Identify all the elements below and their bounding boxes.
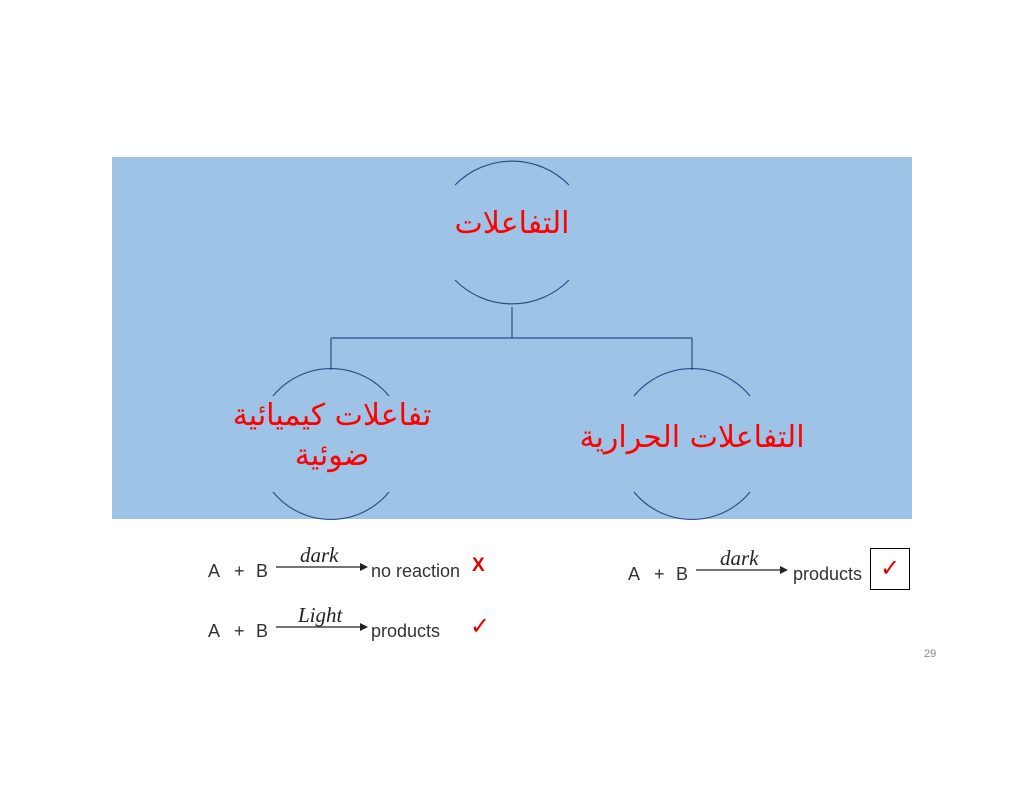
- root-node-label: التفاعلات: [454, 206, 570, 241]
- check-mark: ✓: [470, 612, 491, 640]
- reactant-b: B: [676, 564, 689, 584]
- equation-light-products: [206, 605, 496, 649]
- condition-label: Light: [298, 603, 343, 627]
- reactant-b: B: [256, 621, 269, 641]
- plus-sign: +: [654, 564, 665, 584]
- equation-dark-no-reaction: [206, 545, 496, 589]
- product-label: products: [793, 564, 863, 584]
- reactant-a: A: [628, 564, 641, 584]
- plus-sign: +: [234, 621, 245, 641]
- cross-mark: X: [472, 555, 485, 576]
- product-label: no reaction: [371, 561, 461, 581]
- reaction-arrow: [206, 605, 306, 649]
- condition-label: dark: [720, 546, 759, 570]
- reactant-b: B: [256, 561, 269, 581]
- right-node-bottom-arc: [634, 492, 750, 519]
- reaction-arrow: [626, 548, 726, 592]
- reaction-arrow: [206, 545, 306, 589]
- plus-sign: +: [234, 561, 245, 581]
- left-node-top-arc: [273, 369, 389, 396]
- product-label: products: [371, 621, 441, 641]
- right-node-label: التفاعلات الحرارية: [579, 420, 805, 455]
- equation-dark-products: [626, 548, 872, 592]
- check-mark: ✓: [880, 554, 901, 582]
- condition-label: dark: [300, 543, 339, 567]
- root-node-top-arc: [455, 161, 569, 185]
- right-node-top-arc: [634, 369, 750, 396]
- reactant-a: A: [208, 621, 221, 641]
- left-node-label: تفاعلات كيميائية ضوئية: [232, 398, 432, 473]
- reactant-a: A: [208, 561, 221, 581]
- page-number: 29: [924, 648, 937, 660]
- left-node-bottom-arc: [273, 492, 389, 519]
- root-node-bottom-arc: [455, 280, 569, 304]
